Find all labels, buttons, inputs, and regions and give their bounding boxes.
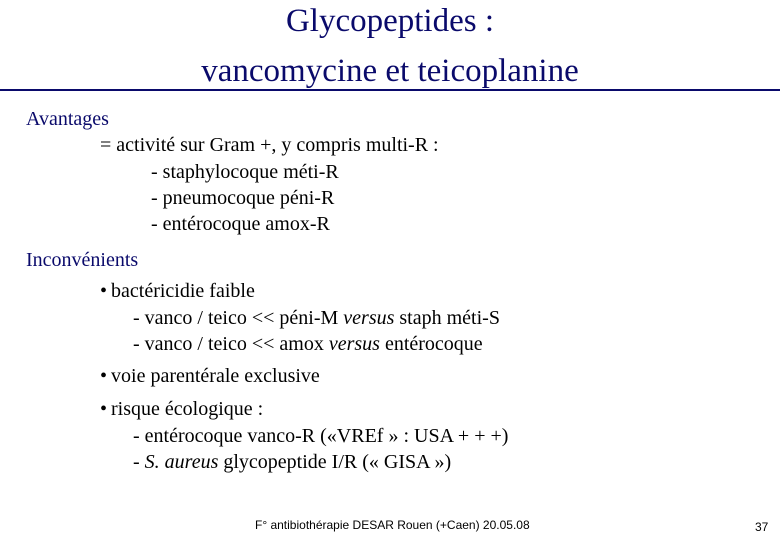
italic-term: S. aureus [144,451,219,473]
sub-item-gisa: - S. aureus glycopeptide I/R (« GISA ») [133,451,452,473]
slide-title-line-1: Glycopeptides : [285,3,495,39]
bullet-icon: • [100,365,108,387]
avantages-item: - staphylocoque méti-R [151,161,339,183]
bullet-item-risque-ecologique [100,397,263,421]
footer-text: F° antibiothérapie DESAR Rouen (+Caen) 20.05.08 [255,518,530,532]
avantages-summary: = activité sur Gram +, y compris multi-R : [100,134,439,156]
bullet-icon: • [100,280,108,302]
bullet-item-voie-parenterale [100,364,320,388]
italic-term: versus [328,333,380,355]
bullet-text: bactéricidie faible [111,280,255,302]
title-divider [0,89,780,91]
sub-item-vanco-peni: - vanco / teico << péni-M versus staph méti-S [133,307,500,329]
page-number: 37 [755,520,769,534]
bullet-text: risque écologique : [111,398,264,420]
bullet-text: voie parentérale exclusive [111,365,320,387]
avantages-heading: Avantages [26,108,109,130]
avantages-item: - entérocoque amox-R [151,213,330,235]
bullet-item-bactericidie [100,279,255,303]
italic-term: versus [343,307,395,329]
inconvenients-heading: Inconvénients [26,249,139,271]
slide-title-line-2: vancomycine et teicoplanine [201,53,579,89]
avantages-item: - pneumocoque péni-R [151,187,335,209]
sub-item-vref: - entérocoque vanco-R («VREf » : USA + + +) [133,425,509,447]
bullet-icon: • [100,398,108,420]
sub-item-vanco-amox: - vanco / teico << amox versus entérocoque [133,333,483,355]
